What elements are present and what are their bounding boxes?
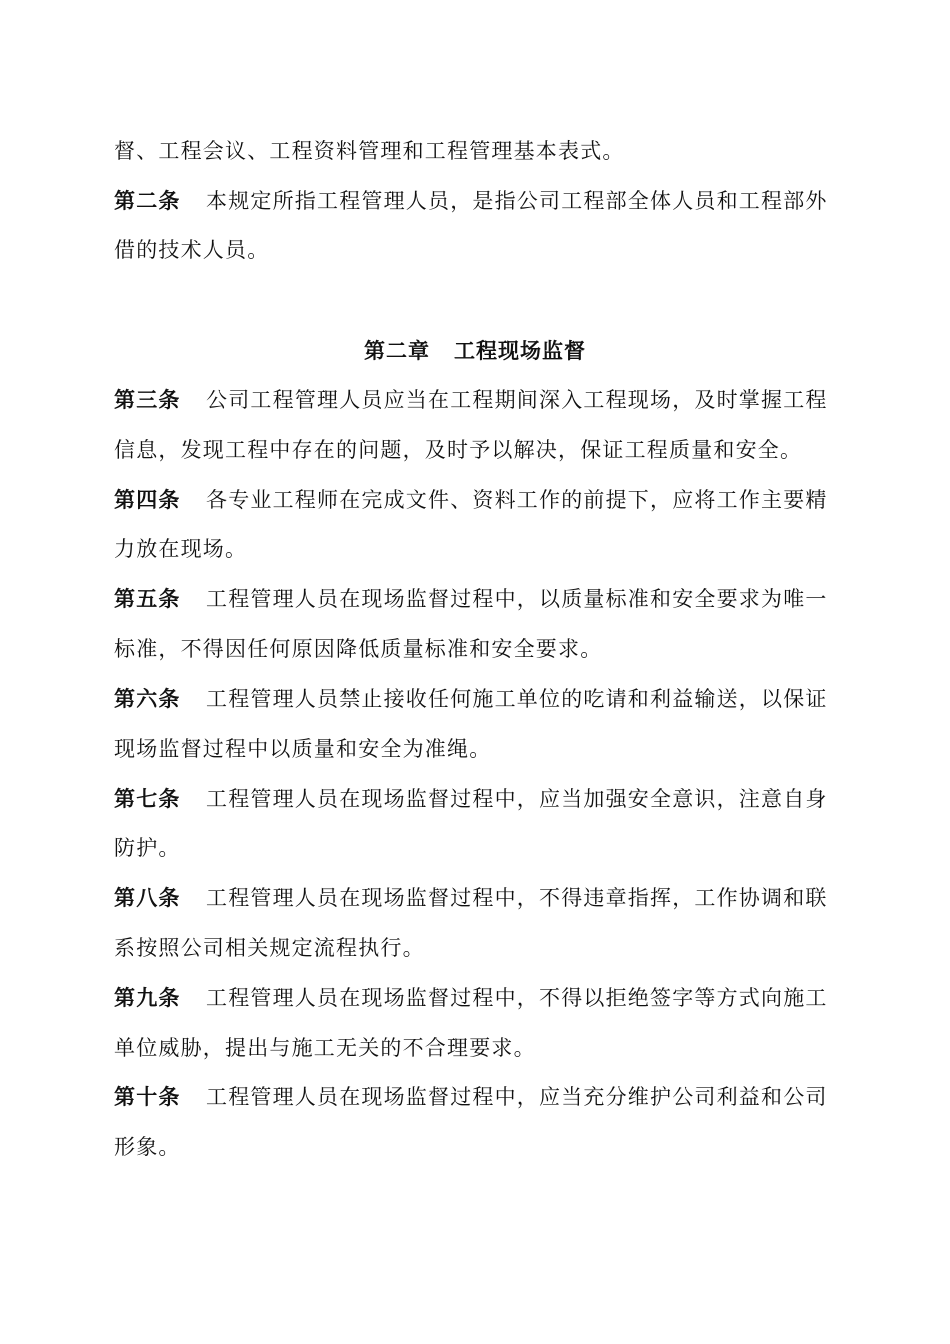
article-2-line-2: 借的技术人员。 <box>114 238 270 262</box>
article-7-line-2: 防护。 <box>114 836 181 860</box>
article-3-text-1: 公司工程管理人员应当在工程期间深入工程现场，及时掌握工程 <box>206 388 828 412</box>
article-3-label: 第三条 <box>114 388 181 412</box>
article-9-line-2: 单位威胁，提出与施工无关的不合理要求。 <box>114 1036 536 1060</box>
article-5-text-1: 工程管理人员在现场监督过程中，以质量标准和安全要求为唯一 <box>206 587 828 611</box>
article-6-label: 第六条 <box>114 687 181 711</box>
article-10-text-1: 工程管理人员在现场监督过程中，应当充分维护公司利益和公司 <box>206 1085 828 1109</box>
article-10-line-2: 形象。 <box>114 1135 181 1159</box>
chapter-number: 第二章 <box>364 339 430 363</box>
article-5-label: 第五条 <box>114 587 181 611</box>
article-8-text-1: 工程管理人员在现场监督过程中，不得违章指挥，工作协调和联 <box>206 886 828 910</box>
article-9-label: 第九条 <box>114 986 181 1010</box>
article-4-label: 第四条 <box>114 488 181 512</box>
intro-continuation: 督、工程会议、工程资料管理和工程管理基本表式。 <box>114 139 625 163</box>
article-7-line-1 <box>114 785 836 813</box>
article-2-text-1: 本规定所指工程管理人员，是指公司工程部全体人员和工程部外 <box>206 189 828 213</box>
article-8-line-1 <box>114 884 836 912</box>
chapter-heading <box>0 337 950 365</box>
article-10-label: 第十条 <box>114 1085 181 1109</box>
article-6-line-1 <box>114 685 836 713</box>
article-8-label: 第八条 <box>114 886 181 910</box>
article-5-line-1 <box>114 585 836 613</box>
article-3-line-2: 信息，发现工程中存在的问题，及时予以解决，保证工程质量和安全。 <box>114 438 803 462</box>
article-5-line-2: 标准，不得因任何原因降低质量标准和安全要求。 <box>114 637 603 661</box>
article-4-text-1: 各专业工程师在完成文件、资料工作的前提下，应将工作主要精 <box>206 488 828 512</box>
article-3-line-1 <box>114 386 836 414</box>
article-9-line-1 <box>114 984 836 1012</box>
article-2-line-1 <box>114 187 836 215</box>
article-4-line-2: 力放在现场。 <box>114 537 248 561</box>
article-9-text-1: 工程管理人员在现场监督过程中，不得以拒绝签字等方式向施工 <box>206 986 828 1010</box>
article-4-line-1 <box>114 486 836 514</box>
article-10-line-1 <box>114 1083 836 1111</box>
article-6-text-1: 工程管理人员禁止接收任何施工单位的吃请和利益输送，以保证 <box>206 687 828 711</box>
article-7-label: 第七条 <box>114 787 181 811</box>
article-2-label: 第二条 <box>114 189 181 213</box>
chapter-title: 工程现场监督 <box>454 339 586 363</box>
article-6-line-2: 现场监督过程中以质量和安全为准绳。 <box>114 737 492 761</box>
article-8-line-2: 系按照公司相关规定流程执行。 <box>114 936 425 960</box>
article-7-text-1: 工程管理人员在现场监督过程中，应当加强安全意识，注意自身 <box>206 787 828 811</box>
